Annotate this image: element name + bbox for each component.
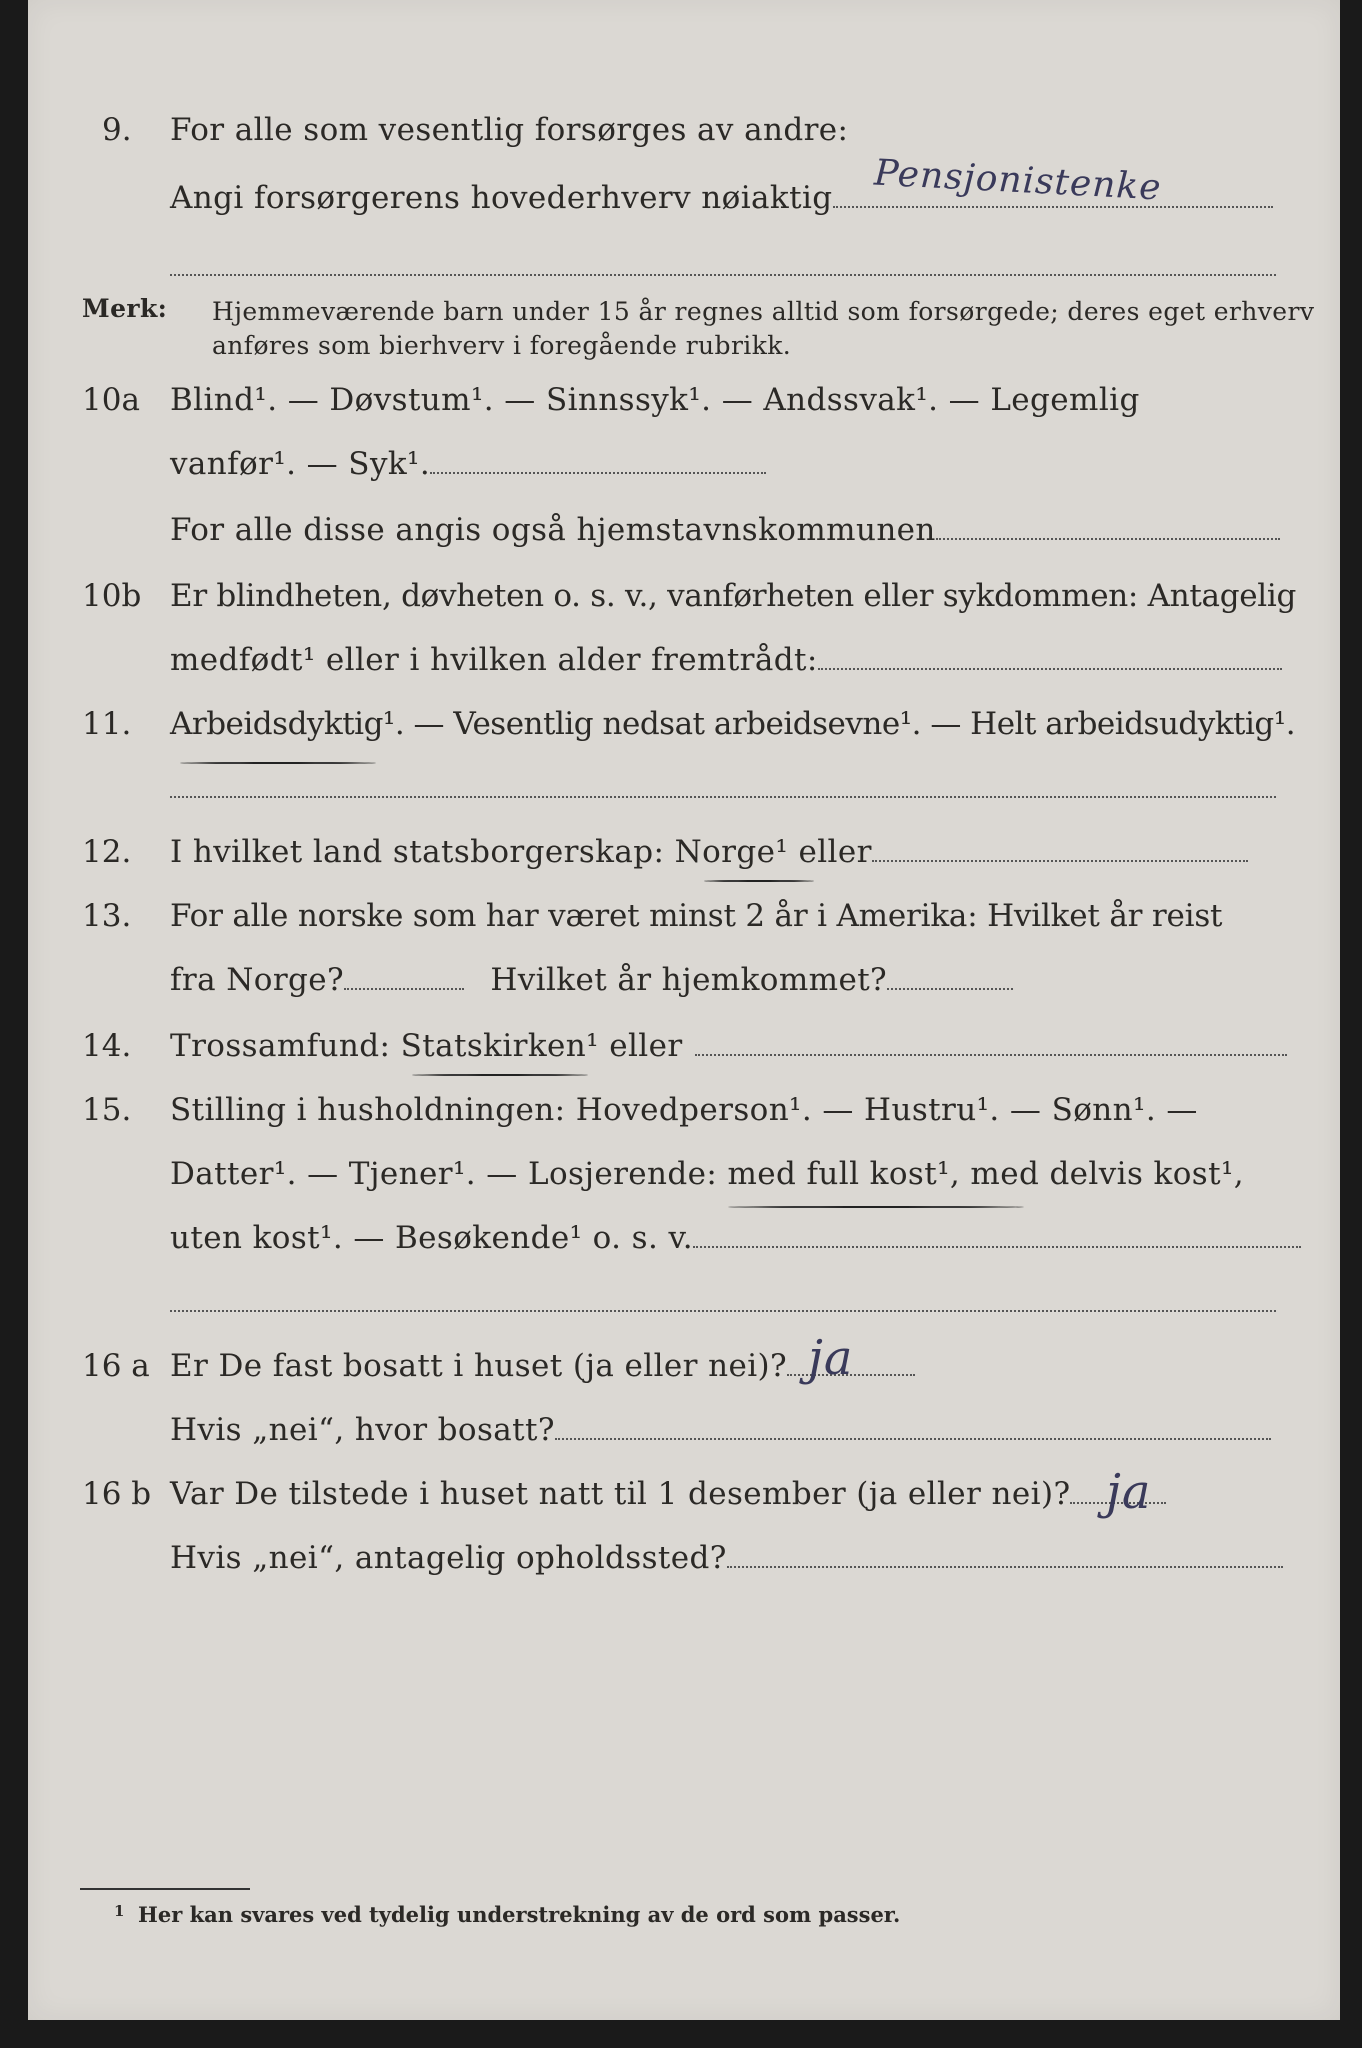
q15-number: 15. <box>82 1092 132 1128</box>
q16a-line1 <box>170 1348 915 1384</box>
q13-line2a-text: fra Norge? <box>170 962 345 998</box>
q10a-sick-fill[interactable] <box>430 470 766 474</box>
q16a-line2-text: Hvis „nei“, hvor bosatt? <box>170 1412 555 1448</box>
q16b-whereabouts-fill[interactable] <box>727 1564 1283 1568</box>
q15-underline-mark <box>728 1206 1024 1208</box>
q10a-line2 <box>170 446 766 482</box>
q16b-line1 <box>170 1476 1166 1512</box>
q15-extra-line[interactable] <box>170 1310 1276 1312</box>
q10a-line3 <box>170 512 1280 548</box>
q15-line1: Stilling i husholdningen: Hovedperson¹. — Hustru¹. — Sønn¹. — <box>170 1092 1198 1128</box>
q14-line1-text: Trossamfund: Statskirken¹ eller <box>170 1028 683 1064</box>
q11-line1: Arbeidsdyktig¹. — Vesentlig nedsat arbeidsevne¹. — Helt arbeidsudyktig¹. <box>170 706 1296 742</box>
q9-line1: For alle som vesentlig forsørges av andre: <box>170 112 849 148</box>
q10b-line2 <box>170 642 1282 678</box>
q13-line2 <box>170 962 1013 998</box>
q16a-number: 16 a <box>82 1348 150 1384</box>
q16b-line1-text: Var De tilstede i huset natt til 1 desember (ja eller nei)? <box>170 1476 1071 1512</box>
q16a-line2 <box>170 1412 1271 1448</box>
q14-underline-mark <box>412 1074 588 1076</box>
q9-line2-text: Angi forsørgerens hovederhverv nøiaktig <box>170 180 833 216</box>
q14-line1 <box>170 1028 1287 1064</box>
q12-underline-mark <box>704 880 814 882</box>
q16a-handwritten-answer: ja <box>808 1330 854 1386</box>
q15-fill-line[interactable] <box>693 1244 1301 1248</box>
q10b-line1: Er blindheten, døvheten o. s. v., vanførheten eller sykdommen: Antagelig <box>170 578 1297 614</box>
q10a-line3-text: For alle disse angis også hjemstavnskommunen <box>170 512 936 548</box>
q16b-handwritten-answer: ja <box>1106 1464 1152 1520</box>
q10a-line1: Blind¹. — Døvstum¹. — Sinnssyk¹. — Andssvak¹. — Legemlig <box>170 382 1140 418</box>
q9-extra-line[interactable] <box>170 274 1276 276</box>
q12-fill-line[interactable] <box>872 858 1248 862</box>
q15-line2: Datter¹. — Tjener¹. — Losjerende: med full kost¹, med delvis kost¹, <box>170 1156 1245 1192</box>
q10b-number: 10b <box>82 578 142 614</box>
q10a-hometown-fill[interactable] <box>936 536 1280 540</box>
q13-line1: For alle norske som har været minst 2 år i Amerika: Hvilket år reist <box>170 898 1223 934</box>
q14-number: 14. <box>82 1028 132 1064</box>
q11-number: 11. <box>82 706 132 742</box>
q16b-number: 16 b <box>82 1476 152 1512</box>
q13-line2b-text: Hvilket år hjemkommet? <box>490 962 888 998</box>
q13-return-fill[interactable] <box>887 986 1013 990</box>
q10b-line2-text: medfødt¹ eller i hvilken alder fremtrådt: <box>170 642 818 678</box>
q16b-line2 <box>170 1540 1283 1576</box>
census-form-page <box>28 0 1340 2020</box>
q16a-line1-text: Er De fast bosatt i huset (ja eller nei)? <box>170 1348 788 1384</box>
q16a-residence-fill[interactable] <box>555 1436 1271 1440</box>
footnote-text: Her kan svares ved tydelig understrekning av de ord som passer. <box>138 1902 901 1927</box>
merk-line1: Hjemmeværende barn under 15 år regnes alltid som forsørgede; deres eget erhverv <box>212 297 1315 326</box>
q15-line3-text: uten kost¹. — Besøkende¹ o. s. v. <box>170 1220 693 1256</box>
q16b-line2-text: Hvis „nei“, antagelig opholdssted? <box>170 1540 727 1576</box>
q11-underline-mark <box>180 762 376 764</box>
footnote-mark: 1 <box>114 1902 125 1920</box>
q13-number: 13. <box>82 898 132 934</box>
q9-handwritten-answer: Pensjonistenke <box>873 152 1163 209</box>
q12-line1 <box>170 834 1248 870</box>
q9-fill-line[interactable] <box>833 204 1273 208</box>
merk-label: Merk: <box>82 294 168 323</box>
q15-line3 <box>170 1220 1301 1256</box>
merk-line2: anføres som bierhverv i foregående rubrikk. <box>212 331 792 360</box>
q10a-number: 10a <box>82 382 140 418</box>
q12-line1-text: I hvilket land statsborgerskap: Norge¹ eller <box>170 834 872 870</box>
q10b-fill-line[interactable] <box>818 666 1282 670</box>
q13-departure-fill[interactable] <box>344 986 464 990</box>
q9-number: 9. <box>102 112 132 148</box>
q14-fill-line[interactable] <box>695 1052 1287 1056</box>
q11-extra-line[interactable] <box>170 796 1276 798</box>
footnote-rule <box>80 1888 250 1890</box>
q10a-line2-text: vanfør¹. — Syk¹. <box>170 446 431 482</box>
q12-number: 12. <box>82 834 132 870</box>
